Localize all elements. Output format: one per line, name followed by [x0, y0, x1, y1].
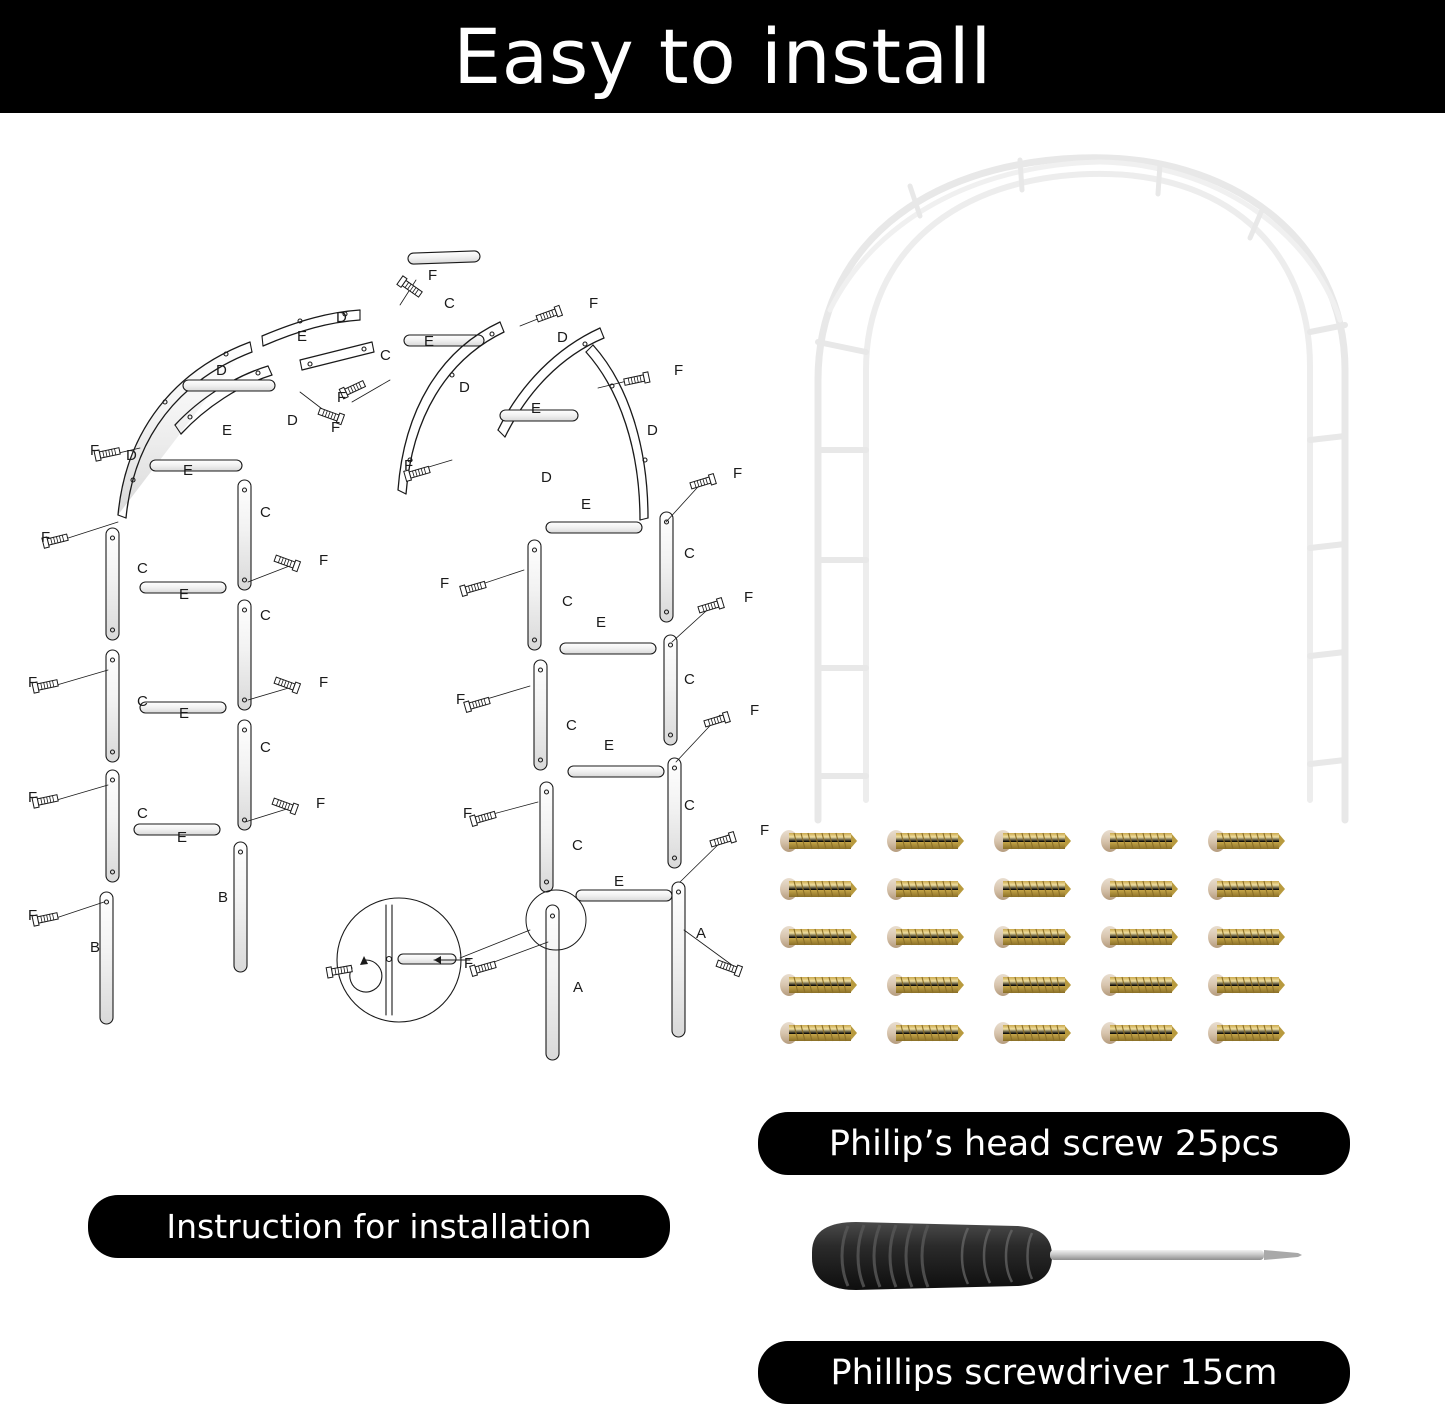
screwdriver-shaft — [1050, 1250, 1264, 1260]
part-label: C — [566, 717, 577, 734]
label-instruction-for-installation — [88, 1195, 670, 1258]
screws-illustration — [780, 830, 1320, 1095]
part-label: F — [463, 805, 473, 822]
part-label: F — [733, 465, 743, 482]
assembled-arch-illustration — [770, 120, 1410, 830]
part-label: F — [589, 295, 599, 312]
part-label: B — [218, 889, 229, 906]
part-label: E — [581, 496, 592, 513]
screw-row — [780, 926, 1285, 948]
page-title: Easy to install — [453, 11, 992, 101]
part-label: E — [222, 422, 233, 439]
part-label: D — [541, 469, 552, 486]
part-label: F — [428, 267, 438, 284]
part-label: F — [440, 575, 450, 592]
part-label: E — [596, 614, 607, 631]
part-label: C — [137, 693, 148, 710]
part-label: F — [319, 552, 329, 569]
part-label: F — [760, 822, 770, 839]
part-label: D — [126, 447, 137, 464]
part-label: E — [424, 333, 435, 350]
part-label: F — [404, 457, 414, 474]
part-label: E — [614, 873, 625, 890]
screwdriver-handle — [812, 1222, 1052, 1290]
part-label: D — [459, 379, 470, 396]
part-label: F — [456, 691, 466, 708]
part-label: F — [319, 674, 329, 691]
part-label: C — [260, 739, 271, 756]
part-label: F — [28, 674, 38, 691]
part-label: F — [28, 789, 38, 806]
part-label: F — [464, 955, 474, 972]
part-label: D — [647, 422, 658, 439]
part-label: F — [90, 442, 100, 459]
part-label: E — [177, 829, 188, 846]
screws-svg — [780, 830, 1320, 1095]
part-label: F — [331, 419, 341, 436]
part-label: C — [562, 593, 573, 610]
screw-row — [780, 1022, 1285, 1044]
part-label: C — [684, 545, 695, 562]
part-label: C — [137, 805, 148, 822]
part-label: F — [674, 362, 684, 379]
part-label: C — [572, 837, 583, 854]
part-label: F — [337, 389, 347, 406]
screw-row — [780, 830, 1285, 852]
screwdriver-illustration — [790, 1200, 1330, 1320]
label-instruction-text: Instruction for installation — [166, 1207, 592, 1246]
part-label: B — [90, 939, 101, 956]
assembly-diagram — [0, 130, 770, 1190]
part-label: C — [260, 607, 271, 624]
screw-row — [780, 878, 1285, 900]
part-label: C — [380, 347, 391, 364]
part-label: C — [260, 504, 271, 521]
arch-svg — [770, 120, 1410, 830]
part-label: E — [297, 328, 308, 345]
part-label: E — [531, 400, 542, 417]
part-label: D — [216, 362, 227, 379]
part-label: D — [557, 329, 568, 346]
label-phillips-screwdriver — [758, 1341, 1350, 1404]
part-label: E — [179, 586, 190, 603]
part-label: C — [684, 797, 695, 814]
header-banner — [0, 0, 1445, 113]
part-label: E — [179, 705, 190, 722]
part-label: D — [336, 309, 347, 326]
part-label: E — [604, 737, 615, 754]
part-label: D — [287, 412, 298, 429]
part-label: A — [696, 925, 707, 942]
part-label: F — [41, 529, 51, 546]
screwdriver-svg — [790, 1200, 1330, 1320]
part-label: E — [183, 462, 194, 479]
part-label: C — [137, 560, 148, 577]
part-label: F — [750, 702, 760, 719]
part-letter-labels — [28, 267, 769, 996]
part-label: F — [28, 907, 38, 924]
part-label: C — [684, 671, 695, 688]
label-screws-text: Philip’s head screw 25pcs — [828, 1123, 1280, 1164]
screwdriver-tip — [1264, 1250, 1302, 1260]
part-label: F — [744, 589, 754, 606]
label-screwdriver-text: Phillips screwdriver 15cm — [830, 1352, 1278, 1393]
assembly-diagram-svg — [0, 130, 770, 1190]
label-philips-head-screw — [758, 1112, 1350, 1175]
part-label: A — [573, 979, 584, 996]
part-label: F — [316, 795, 326, 812]
part-label: C — [444, 295, 455, 312]
screw-row — [780, 974, 1285, 996]
